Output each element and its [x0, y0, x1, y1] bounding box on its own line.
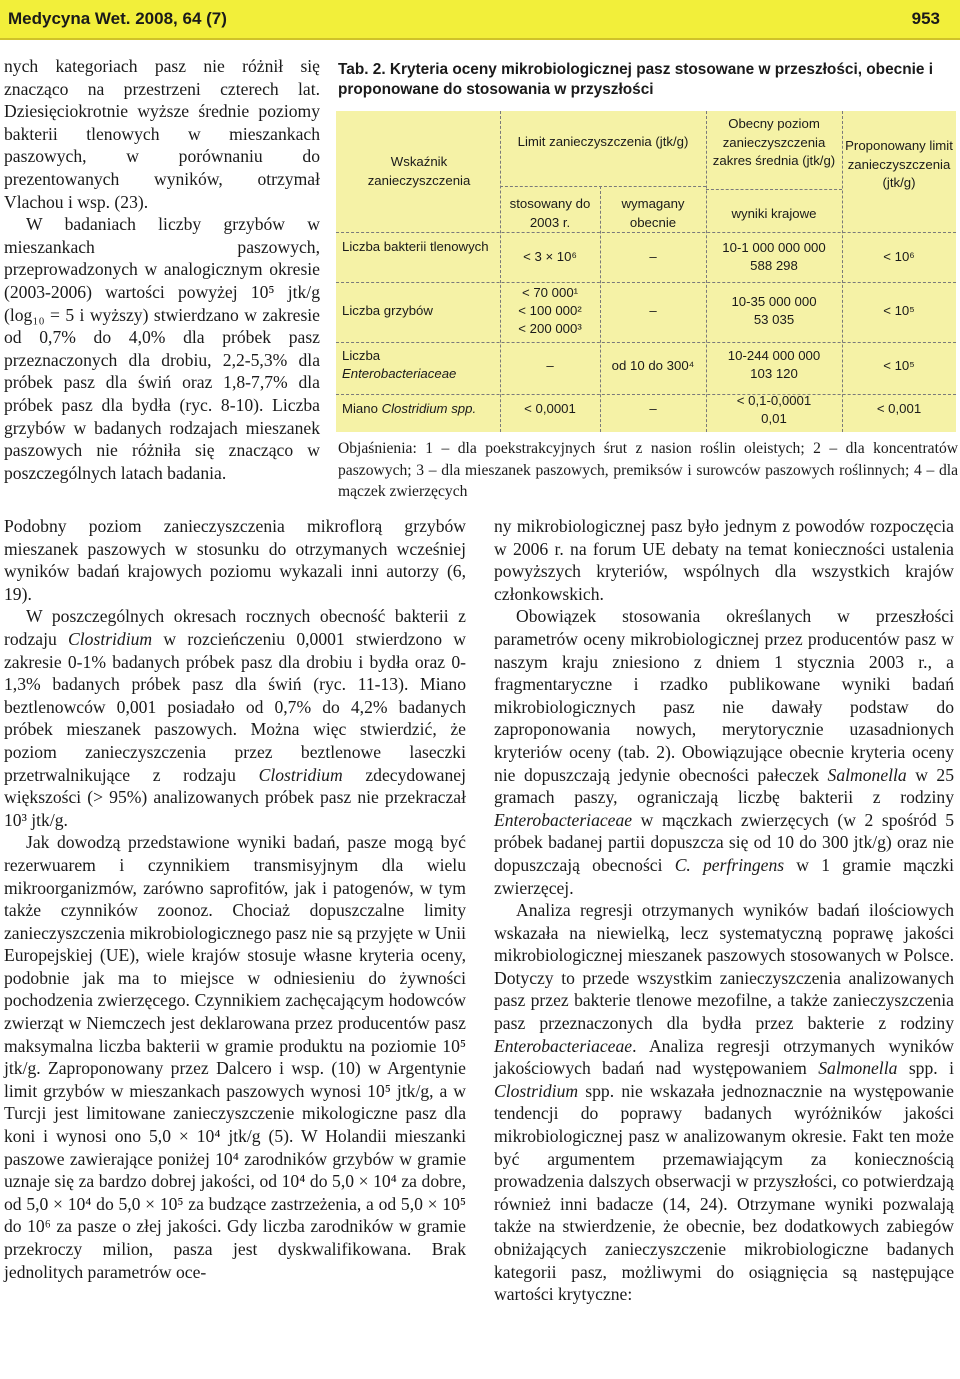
cell-range: < 0,1-0,0001: [736, 393, 812, 408]
row-label: Liczba: [342, 348, 381, 363]
cell-used: < 70 000¹: [521, 285, 579, 300]
cell-required: od 10 do 300⁴: [611, 358, 695, 373]
cell-mean: 0,01: [761, 411, 787, 426]
cell-used: < 200 000³: [518, 321, 582, 336]
paragraph: Analiza regresji otrzymanych wyników badań ilościowych wskazała na niewielką, lecz systematyczną poprawę jakości mikrobiologicznej mieszanek paszowych stosowanych w Polsce. Dotyczy to przede wszystkim zanieczyszczenia analizowanych pasz przez bakterie tlenowe mezofilne, a także zanieczyszczenia pasz przeznaczonych dla bydła przez bakterie z rodziny Enterobacteriaceae. Analiza regresji otrzymanych wyników jakościowych badań nad występowaniem Salmonella spp. i Clostridium spp. nie wskazała jednoznacznie na występowanie tendencji do poprawy badanych wyróżników jakości mikrobiologicznej pasz w analizowanym okresie. Fakt ten może być argumentem przemawiającym za koniecznością prowadzenia dalszych obserwacji w przyszłości, co potwierdzają również inni badacze (14, 24). Otrzymane wyniki pozwalają także na stwierdzenie, że obecnie, bez dodatkowych zabiegów obniżających zanieczyszczenie mikrobiologiczne badanych kategorii pasz, możliwymi do osiągnięcia są następujące wartości krytyczne:: [494, 900, 954, 1305]
header-current-level: Obecny poziom zanieczyszczenia zakres średnia (jtk/g): [712, 116, 836, 168]
header-used-until-2003: stosowany do 2003 r.: [509, 196, 591, 230]
criteria-table: [336, 111, 956, 432]
left-column-bottom: [4, 515, 466, 1283]
cell-required: –: [649, 401, 657, 416]
cell-proposed: < 10⁵: [883, 358, 915, 373]
cell-mean: 53 035: [753, 312, 795, 327]
right-column: [494, 515, 954, 1306]
row-label-word: Miano: [342, 401, 378, 416]
column-divider: [706, 111, 707, 432]
header-indicator: Wskaźnik zanieczyszczenia: [367, 154, 471, 188]
cell-range: 10-1 000 000 000: [722, 240, 826, 255]
paragraph: nych kategoriach pasz nie różnił się znacząco na przestrzeni czterech lat. Dziesięciokrotnie wyższe średnie poziomy bakterii tlenowych w mieszankach paszowych, w porównaniu do prezentowanych wyników, otrzymał Vlachou i wsp. (23).: [4, 56, 320, 212]
paragraph: ny mikrobiologicznej pasz było jednym z powodów rozpoczęcia w 2006 r. na forum UE debaty na temat konieczności ustalenia powyższych kryteriów, wspólnych dla wszystkich krajów członkowskich.: [494, 516, 954, 604]
row-divider: [500, 186, 706, 187]
cell-proposed: < 0,001: [876, 401, 922, 416]
row-divider: [336, 394, 956, 395]
row-label-taxon: Enterobacteriaceae: [342, 366, 457, 381]
row-divider: [336, 342, 956, 343]
cell-proposed: < 10⁵: [883, 303, 915, 318]
cell-range: 10-35 000 000: [731, 294, 817, 309]
paragraph: W badaniach liczby grzybów w mieszankach paszowych, przeprowadzonych w analogicznym okresie (2003-2006) wartości powyżej 10⁵ jtk/g (log₁₀ = 5 i wyższy) stwierdzano w zakresie od 0,7% do 4,0% dla próbek pasz przeznaczonych dla drobiu, 2,2-5,3% dla próbek pasz dla świń oraz 1,8-7,7% dla próbek pasz dla bydła (ryc. 8-10). Liczba grzybów w badanych rodzajach mieszanek paszowych nie różniła się znacząco w poszczególnych latach badania.: [4, 214, 320, 483]
paragraph: Podobny poziom zanieczyszczenia mikroflorą grzybów mieszanek paszowych w stosunku do otrzymanych wcześniej wyników badań krajowych poziomu wykazali inni autorzy (6, 19).: [4, 516, 466, 604]
cell-used: –: [546, 358, 554, 373]
cell-required: –: [649, 249, 657, 264]
header-required-now: wymagany obecnie: [621, 196, 685, 230]
row-divider: [336, 282, 956, 283]
cell-proposed: < 10⁶: [883, 249, 915, 264]
row-label: Liczba grzybów: [342, 303, 433, 318]
cell-used: < 3 × 10⁶: [523, 249, 577, 264]
column-divider: [842, 111, 843, 432]
cell-required: –: [649, 303, 657, 318]
row-label: [342, 400, 500, 419]
paragraph: Obowiązek stosowania określanych w przeszłości parametrów oceny mikrobiologicznej przez producentów pasz w naszym kraju zniesiono z dniem 1 stycznia 2003 r., a fragmentaryczne i rzadko publikowane wyniki badań mikrobiologicznych pasz nie dawały podstaw do zaproponowania nowych, merytorycznie uzasadnionych kryteriów oceny (tab. 2). Obowiązujące obecnie kryteria oceny nie dopuszczają jedynie obecności pałeczek Salmonella w 25 gramach paszy, ograniczają liczbę bakterii z rodziny Enterobacteriaceae w mączkach zwierzęcych (w 2 spośród 5 próbek badanej partii dopuszcza się od 10 do 300 jtk/g) oraz nie dopuszczają obecności C. perfringens w 1 gramie mączki zwierzęcej.: [494, 606, 954, 898]
cell-mean: 588 298: [750, 258, 798, 273]
row-divider: [706, 189, 842, 190]
row-divider: [336, 232, 956, 233]
cell-used: < 100 000²: [518, 303, 582, 318]
column-divider: [500, 111, 501, 432]
row-label-taxon: Clostridium spp.: [381, 401, 477, 416]
header-proposed-limit: Proponowany limit zanieczyszczenia (jtk/g): [845, 138, 953, 190]
cell-range: 10-244 000 000: [727, 348, 821, 363]
cell-used: < 0,0001: [524, 401, 576, 416]
cell-mean: 103 120: [750, 366, 798, 381]
paragraph: W poszczególnych okresach rocznych obecność bakterii z rodzaju Clostridium w rozcieńczeniu 0,0001 stwierdzono w zakresie 0-1% badanych próbek pasz dla drobiu i bydła oraz 0-1,3% badanych próbek pasz dla świń (ryc. 11-13). Miano beztlenowców 0,001 posiadało od 0,7% do 4,2% badanych próbek mieszanek paszowych. Można więc stwierdzić, że poziom zanieczyszczenia przez beztlenowe laseczki przetrwalnikujące z rodzaju Clostridium zdecydowanej większości (> 95%) analizowanych próbek pasz nie przekraczał 10³ jtk/g.: [4, 606, 466, 830]
column-divider: [600, 186, 601, 432]
running-header: [0, 0, 960, 40]
header-national-results: wyniki krajowe: [731, 206, 817, 221]
table-caption: Tab. 2. Kryteria oceny mikrobiologicznej pasz stosowane w przeszłości, obecnie i proponowane do stosowania w przyszłości: [338, 61, 933, 98]
row-label: Liczba bakterii tlenowych: [342, 239, 489, 254]
journal-citation: Medycyna Wet. 2008, 64 (7): [8, 9, 227, 28]
left-column-top: [4, 55, 320, 484]
header-limit: Limit zanieczyszczenia (jtk/g): [517, 134, 689, 149]
table-footnote: Objaśnienia: 1 – dla poekstrakcyjnych śrut z nasion roślin oleistych; 2 – dla koncentratów paszowych; 3 – dla mieszanek paszowych, premiksów i surowców paszowych roślinnych; 4 – dla mączek zwierzęcych: [338, 440, 958, 500]
page-number: 953: [911, 9, 940, 28]
paragraph: Jak dowodzą przedstawione wyniki badań, pasze mogą być rezerwuarem i czynnikiem transmisyjnym dla wielu mikroorganizmów, zarówno saprofitów, jak i patogenów, w tym także czynników zoonoz. Chociaż dopuszczalne limity zanieczyszczenia mikrobiologicznego pasz nie są przyjęte w Unii Europejskiej (UE), wiele krajów stosuje własne kryteria oceny, podobnie jak ma to miejsce w odniesieniu do żywności pochodzenia zwierzęcego. Czynnikiem zachęcającym hodowców zwierząt w Niemczech jest deklarowana przez producentów pasz maksymalna liczba bakterii w gramie produktu na poziomie 10⁵ jtk/g. Zaproponowany przez Dalcero i wsp. (10) w Argentynie limit grzybów w mieszankach paszowych wynosi 10⁵ jtk/g, a w Turcji jest limitowane zanieczyszczenie mikologiczne pasz dla koni i wynosi ono 5,0 × 10⁴ jtk/g (5). W Holandii mieszanki paszowe zawierające poniżej 10⁴ zarodników grzybów w gramie uznaje się za bardzo dobrej jakości, od 10⁴ do 5,0 × 10⁴ za dobre, od 5,0 × 10⁴ do 5,0 × 10⁵ za budzące zastrzeżenia, a od 5,0 × 10⁵ do 10⁶ za pasze o złej jakości. Gdy liczba zarodników w gramie przekroczy milion, pasza jest dyskwalifikowana. Brak jednolitych parametrów oce-: [4, 832, 466, 1282]
